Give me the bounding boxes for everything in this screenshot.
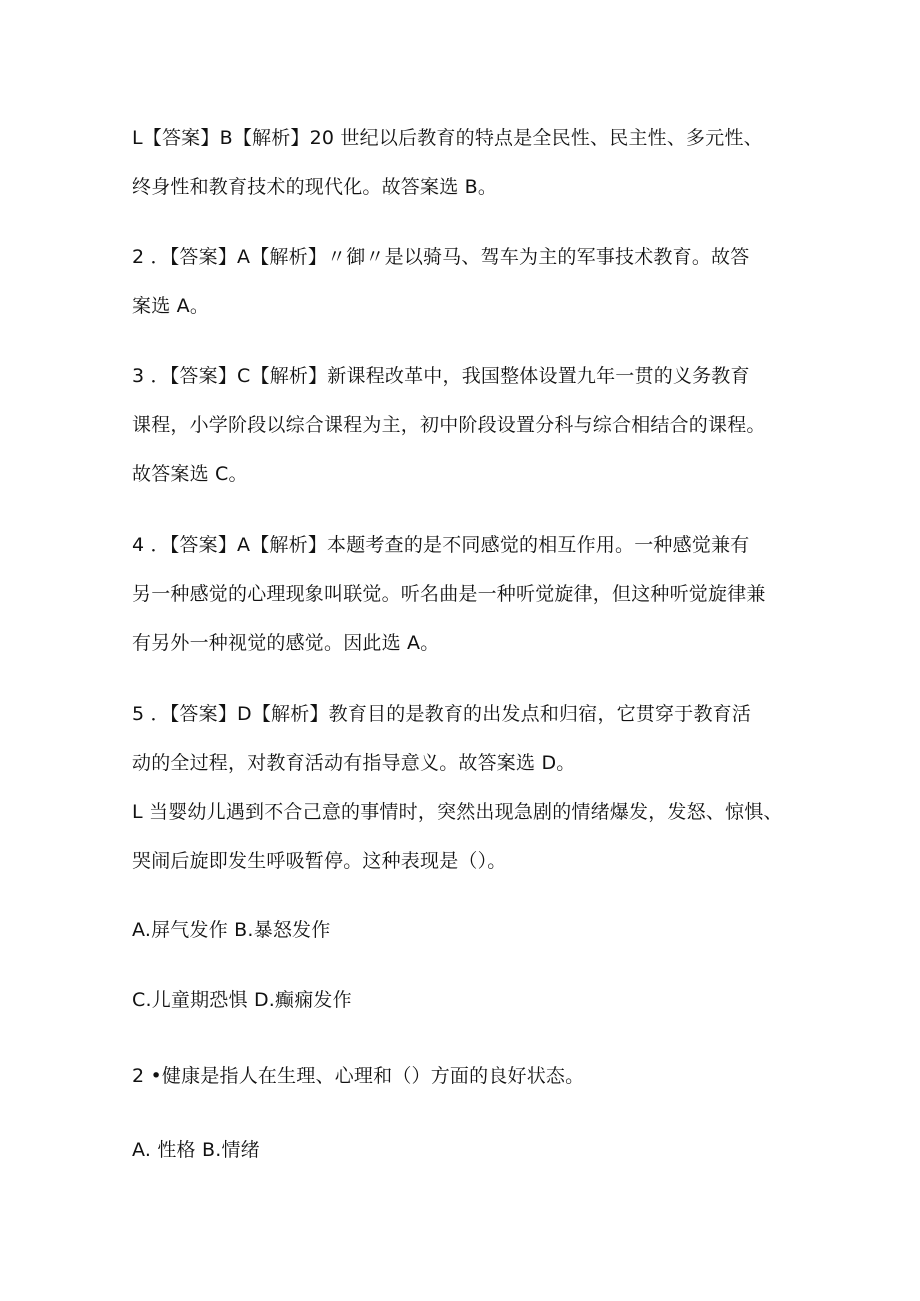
answer-2-line-2: 案选 A。 [132, 295, 210, 317]
question-1-line-2: 哭闹后旋即发生呼吸暂停。这种表现是（）。 [132, 850, 507, 872]
answer-2-line-1: 2 ．【答案】A【解析】〃御〃是以骑马、驾车为主的军事技术教育。故答 [132, 246, 750, 268]
question-2-line-1: 2 •健康是指人在生理、心理和（）方面的良好状态。 [132, 1065, 585, 1087]
answer-1-line-2: 终身性和教育技术的现代化。故答案选 B。 [132, 176, 498, 198]
answer-3-line-1: 3 ．【答案】C【解析】新课程改革中，我国整体设置九年一贯的义务教育 [132, 365, 750, 387]
question-1-line-1: L 当婴幼儿遇到不合己意的事情时，突然出现急剧的情绪爆发，发怒、惊惧、 [132, 801, 783, 823]
question-1-options-ab: A.屏气发作 B.暴怒发作 [132, 919, 331, 941]
answer-1-line-1: L【答案】B【解析】20 世纪以后教育的特点是全民性、民主性、多元性、 [132, 127, 763, 149]
answer-5-line-2: 动的全过程，对教育活动有指导意义。故答案选 D。 [132, 752, 576, 774]
answer-3-line-2: 课程，小学阶段以综合课程为主，初中阶段设置分科与综合相结合的课程。 [132, 414, 766, 436]
answer-4-line-1: 4 ．【答案】A【解析】本题考查的是不同感觉的相互作用。一种感觉兼有 [132, 534, 750, 556]
answer-5-line-1: 5 ．【答案】D【解析】教育目的是教育的出发点和归宿，它贯穿于教育活 [132, 703, 752, 725]
answer-4-line-3: 有另外一种视觉的感觉。因此选 A。 [132, 632, 440, 654]
question-1-options-cd: C.儿童期恐惧 D.癫痫发作 [132, 989, 352, 1011]
question-2-options-ab: A. 性格 B.情绪 [132, 1139, 260, 1161]
answer-4-line-2: 另一种感觉的心理现象叫联觉。听名曲是一种听觉旋律，但这种听觉旋律兼 [132, 583, 766, 605]
answer-3-line-3: 故答案选 C。 [132, 463, 248, 485]
